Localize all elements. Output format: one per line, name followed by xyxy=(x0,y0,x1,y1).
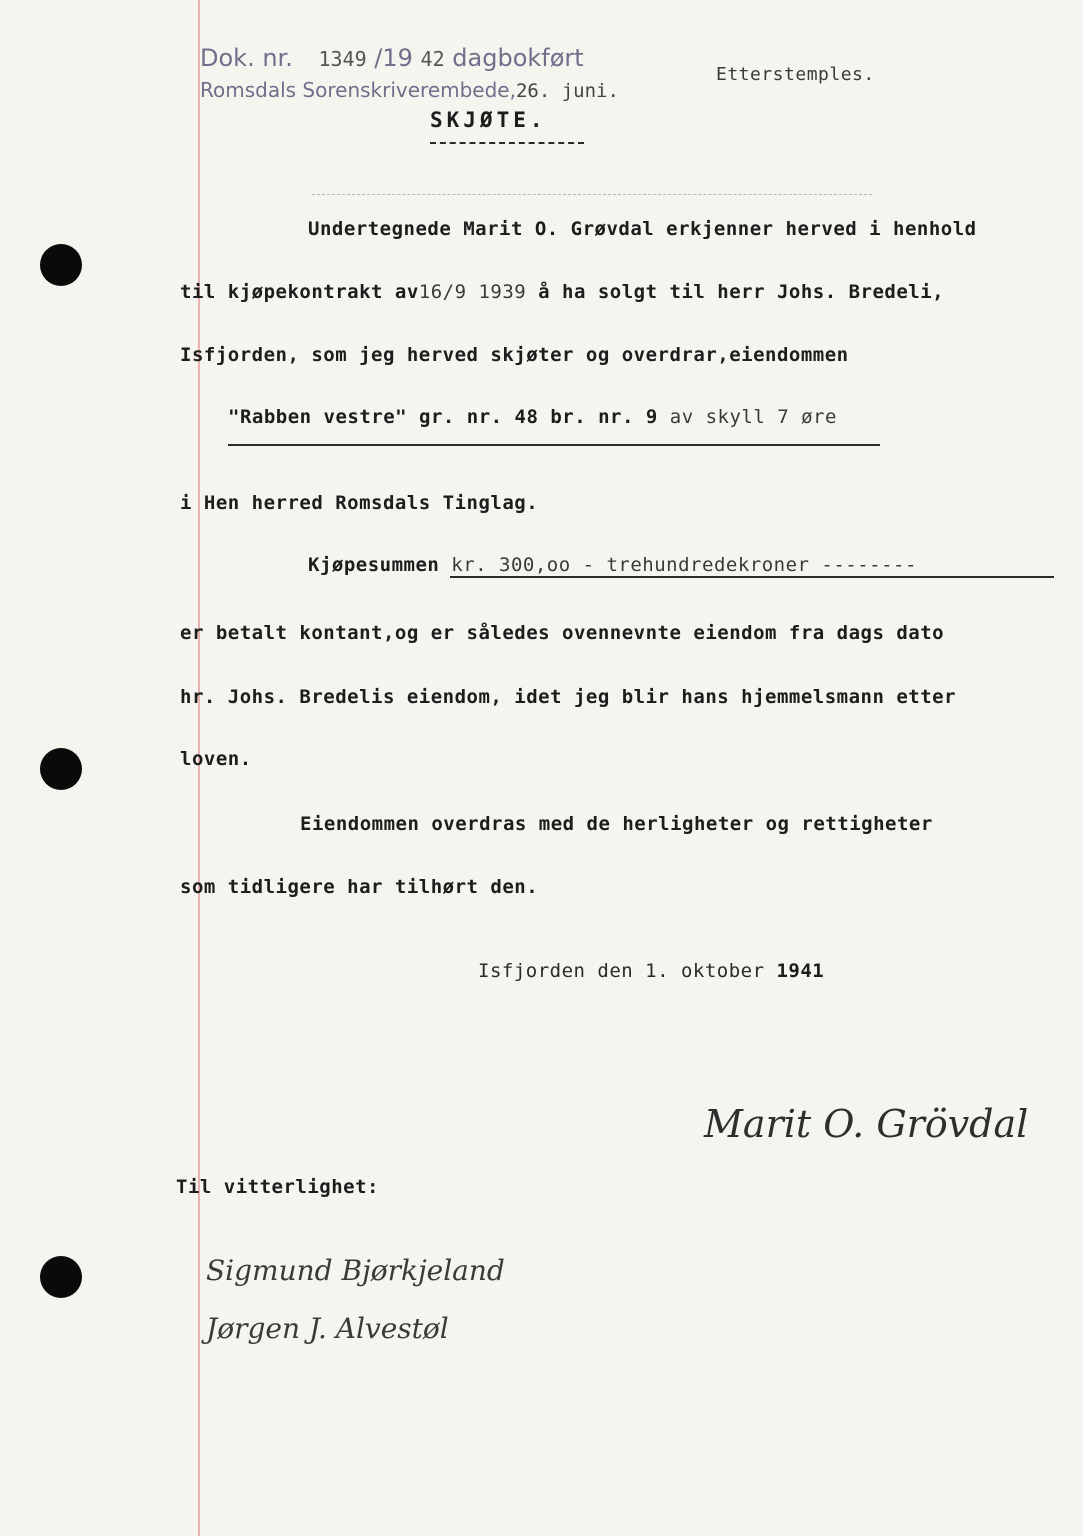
property-tax-value: av skyll 7 øre xyxy=(657,406,837,428)
punch-hole xyxy=(40,748,82,790)
punch-hole xyxy=(40,244,82,286)
contract-date: 16/9 1939 xyxy=(418,281,527,303)
faint-separator xyxy=(312,194,872,195)
body-line-3: Isfjorden, som jeg herved skjøter og overdrar,eiendommen xyxy=(180,344,849,366)
body-line-11: som tidligere har tilhørt den. xyxy=(180,876,539,898)
body-line-2-end: å ha solgt til herr Johs. Bredeli, xyxy=(526,281,945,303)
punch-hole xyxy=(40,1256,82,1298)
body-line-5: i Hen herred Romsdals Tinglag. xyxy=(180,492,539,514)
body-line-2-start: til kjøpekontrakt av xyxy=(180,281,419,303)
stamp-label: Dok. nr. xyxy=(200,44,293,72)
registration-stamp-line2 xyxy=(200,78,619,102)
document-title: SKJØTE. xyxy=(430,108,547,132)
seller-signature: Marit O. Grövdal xyxy=(704,1102,1029,1146)
purchase-amount-words: - trehundredekroner -------- xyxy=(570,554,917,576)
purchase-amount: kr. 300,oo xyxy=(451,554,571,576)
purchase-sum-label: Kjøpesummen xyxy=(308,554,452,576)
body-line-7: er betalt kontant,og er således ovennevnte eiendom fra dags dato xyxy=(180,622,945,644)
stamp-suffix: dagbokført xyxy=(452,44,584,72)
registration-stamp-line1 xyxy=(200,44,584,72)
body-line-1: Undertegnede Marit O. Grøvdal erkjenner herved i henhold xyxy=(308,218,977,240)
stamp-year: 42 xyxy=(420,47,445,71)
stamp-office: Romsdals Sorenskriverembede, xyxy=(200,78,516,102)
stamp-doc-number: 1349 xyxy=(318,47,367,71)
property-name: "Rabben vestre" gr. nr. 48 br. nr. 9 xyxy=(228,406,658,428)
stamp-year-prefix: /19 xyxy=(374,44,413,72)
body-line-2 xyxy=(180,281,944,303)
body-line-8: hr. Johs. Bredelis eiendom, idet jeg blir hans hjemmelsmann etter xyxy=(180,686,957,708)
place-date: Isfjorden den 1. oktober xyxy=(478,960,777,982)
witness-signature-1: Sigmund Bjørkjeland xyxy=(206,1254,505,1287)
property-underline xyxy=(228,444,880,446)
property-line xyxy=(228,406,837,428)
purchase-underline xyxy=(450,576,1054,578)
stamp-date: 26. juni. xyxy=(515,80,619,102)
place-date-line xyxy=(478,960,824,982)
date-year: 1941 xyxy=(776,960,825,982)
witness-label: Til vitterlighet: xyxy=(176,1176,379,1198)
witness-signature-2: Jørgen J. Alvestøl xyxy=(206,1312,449,1345)
body-line-10: Eiendommen overdras med de herligheter og rettigheter xyxy=(300,813,933,835)
title-underline xyxy=(430,142,584,144)
purchase-sum-line xyxy=(308,554,917,576)
annotation-etterstemples: Etterstemples. xyxy=(716,64,875,85)
body-line-9: loven. xyxy=(180,748,252,770)
